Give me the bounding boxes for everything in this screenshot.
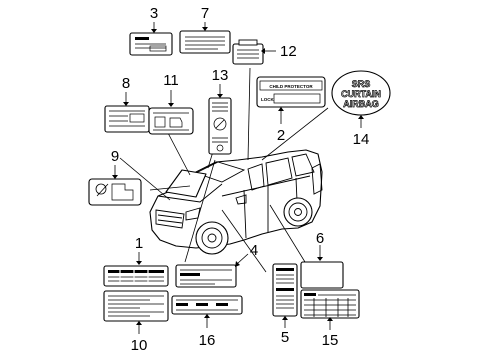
label-6 xyxy=(301,262,343,288)
label-3 xyxy=(130,33,172,55)
label-16 xyxy=(172,296,242,314)
callout-14: 14 xyxy=(352,131,370,148)
airbag-text-2: CURTAIN xyxy=(341,89,381,99)
callout-4: 4 xyxy=(249,242,259,259)
callout-7: 7 xyxy=(200,5,210,22)
callout-13: 13 xyxy=(211,67,229,84)
label-15 xyxy=(301,290,359,318)
callout-16: 16 xyxy=(198,332,216,349)
airbag-text-1: SRS xyxy=(351,79,371,89)
callout-15: 15 xyxy=(321,332,339,349)
label-12 xyxy=(233,40,263,64)
label-14 xyxy=(332,71,390,115)
label-7 xyxy=(180,31,230,53)
label-13 xyxy=(209,98,231,154)
child-protector-text: CHILD PROTECTOR xyxy=(269,84,313,89)
callout-3: 3 xyxy=(149,5,159,22)
label-2 xyxy=(257,77,325,107)
lock-text: LOCK xyxy=(261,97,274,102)
label-10 xyxy=(104,291,168,321)
callout-2: 2 xyxy=(276,127,286,144)
label-8 xyxy=(105,106,149,132)
callout-12: 12 xyxy=(280,43,297,60)
airbag-text-3: AIRBAG xyxy=(343,99,379,109)
callout-10: 10 xyxy=(130,337,148,354)
label-5 xyxy=(273,264,297,316)
callout-8: 8 xyxy=(121,75,131,92)
label-11 xyxy=(149,108,193,134)
vehicle-illustration xyxy=(150,150,325,254)
callout-11: 11 xyxy=(163,72,179,89)
label-4 xyxy=(176,265,236,287)
label-9 xyxy=(89,179,141,205)
label-1 xyxy=(104,266,168,286)
callout-5: 5 xyxy=(280,329,290,346)
callout-1: 1 xyxy=(134,235,144,252)
callout-6: 6 xyxy=(315,230,325,247)
callout-9: 9 xyxy=(110,148,120,165)
